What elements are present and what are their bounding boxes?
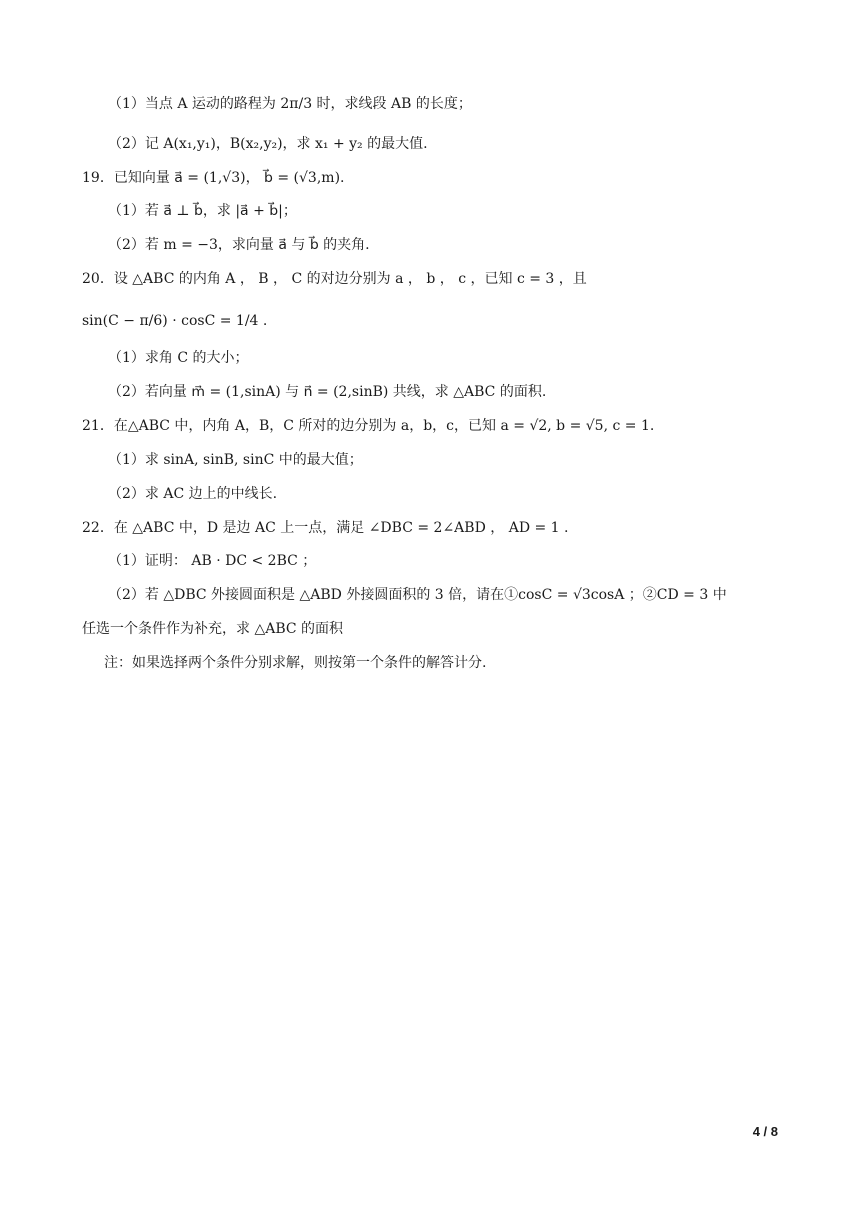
q21-part1: （1）求 sinA, sinB, sinC 中的最大值； bbox=[108, 452, 363, 468]
q22-part2-continued: 任选一个条件作为补充，求 △ABC 的面积 bbox=[82, 621, 344, 637]
q21-stem: 21．在△ABC 中，内角 A，B，C 所对的边分别为 a，b，c，已知 a = √2, b = √5, c = 1. bbox=[82, 418, 655, 434]
q19-part2: （2）若 m = −3，求向量 a⃗ 与 b⃗ 的夹角. bbox=[108, 237, 370, 253]
q20-condition: sin(C − π/6) · cosC = 1/4 . bbox=[82, 313, 268, 329]
grading-note: 注：如果选择两个条件分别求解，则按第一个条件的解答计分. bbox=[104, 655, 487, 671]
q18-part2: （2）记 A(x₁,y₁)，B(x₂,y₂)，求 x₁ + y₂ 的最大值. bbox=[108, 136, 428, 152]
q20-part2: （2）若向量 m⃗ = (1,sinA) 与 n⃗ = (2,sinB) 共线，求 △ABC 的面积. bbox=[108, 384, 547, 400]
q22-stem: 22．在 △ABC 中，D 是边 AC 上一点，满足 ∠DBC = 2∠ABD ， AD = 1 . bbox=[82, 520, 569, 536]
q20-stem: 20．设 △ABC 的内角 A ， B ， C 的对边分别为 a ， b ， c ，已知 c = 3 ，且 bbox=[82, 271, 587, 287]
q21-part2: （2）求 AC 边上的中线长. bbox=[108, 486, 278, 502]
q19-part1: （1）若 a⃗ ⊥ b⃗，求 |a⃗ + b⃗|； bbox=[108, 203, 297, 219]
page-number: 4 / 8 bbox=[752, 1124, 778, 1139]
q19-stem: 19．已知向量 a⃗ = (1,√3)， b⃗ = (√3,m). bbox=[82, 170, 345, 186]
q22-part1: （1）证明： AB · DC < 2BC ； bbox=[108, 553, 317, 569]
q20-part1: （1）求角 C 的大小； bbox=[108, 350, 249, 366]
q22-part2: （2）若 △DBC 外接圆面积是 △ABD 外接圆面积的 3 倍，请在①cosC = √3cosA ；②CD = 3 中 bbox=[108, 587, 727, 603]
q18-part1: （1）当点 A 运动的路程为 2π/3 时，求线段 AB 的长度； bbox=[108, 96, 472, 112]
